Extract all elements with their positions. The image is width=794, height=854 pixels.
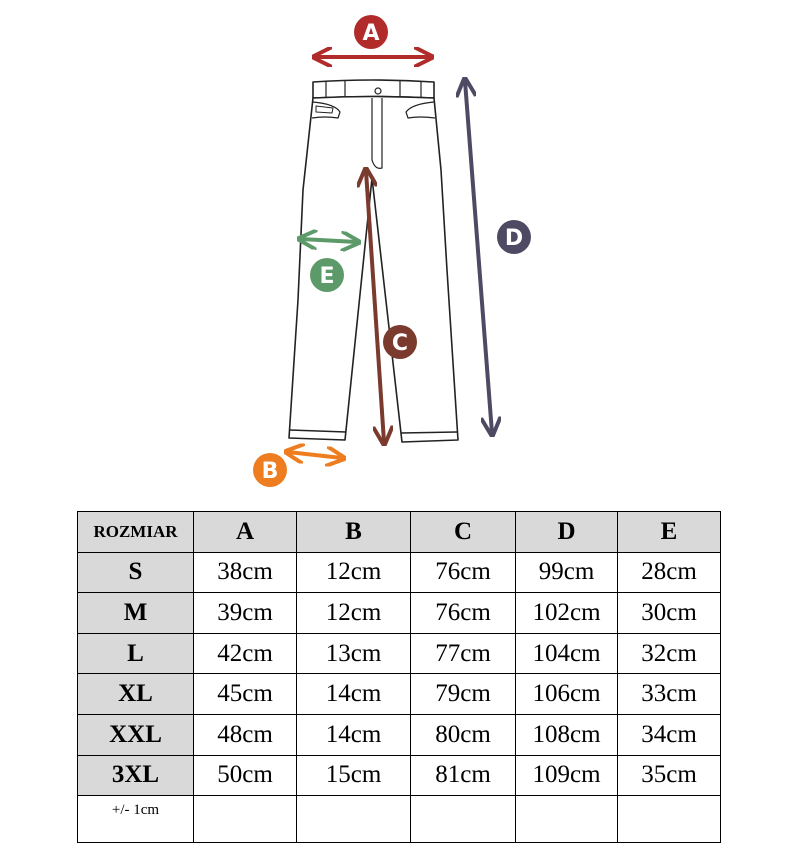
empty-cell [516, 796, 618, 843]
cell-a: 39cm [194, 593, 297, 634]
cell-d: 99cm [516, 552, 618, 593]
cell-d: 106cm [516, 674, 618, 715]
table-row [78, 714, 721, 755]
cell-b: 15cm [297, 755, 411, 796]
cell-b: 12cm [297, 593, 411, 634]
table-row [78, 633, 721, 674]
empty-cell [411, 796, 516, 843]
cell-b: 14cm [297, 674, 411, 715]
cell-b: 13cm [297, 633, 411, 674]
row-size: 3XL [78, 755, 194, 796]
cell-d: 109cm [516, 755, 618, 796]
cell-e: 33cm [618, 674, 721, 715]
svg-text:E: E [319, 264, 335, 289]
row-size: M [78, 593, 194, 634]
cell-d: 104cm [516, 633, 618, 674]
empty-cell [618, 796, 721, 843]
table-row [78, 755, 721, 796]
table-header-row [78, 512, 721, 553]
table-row [78, 552, 721, 593]
header-e: E [618, 512, 721, 553]
cell-b: 12cm [297, 552, 411, 593]
row-size: XXL [78, 714, 194, 755]
badge-c [383, 325, 417, 359]
row-size: S [78, 552, 194, 593]
empty-cell [297, 796, 411, 843]
cell-e: 32cm [618, 633, 721, 674]
cell-a: 45cm [194, 674, 297, 715]
header-a: A [194, 512, 297, 553]
badge-e [310, 258, 344, 292]
cell-e: 28cm [618, 552, 721, 593]
cell-c: 81cm [411, 755, 516, 796]
cell-c: 80cm [411, 714, 516, 755]
svg-text:B: B [261, 459, 279, 484]
cell-a: 48cm [194, 714, 297, 755]
svg-text:A: A [362, 21, 380, 46]
tolerance-note: +/- 1cm [78, 796, 194, 843]
size-chart-table [77, 511, 721, 843]
cell-a: 42cm [194, 633, 297, 674]
row-size: XL [78, 674, 194, 715]
cell-d: 102cm [516, 593, 618, 634]
tolerance-row [78, 796, 721, 843]
cell-e: 35cm [618, 755, 721, 796]
badge-a [354, 15, 388, 49]
arrow-b [288, 452, 342, 458]
cell-e: 34cm [618, 714, 721, 755]
badge-b [253, 453, 287, 487]
cell-c: 79cm [411, 674, 516, 715]
cell-d: 108cm [516, 714, 618, 755]
cell-c: 76cm [411, 552, 516, 593]
cell-e: 30cm [618, 593, 721, 634]
waistband [313, 80, 434, 98]
cell-c: 77cm [411, 633, 516, 674]
header-b: B [297, 512, 411, 553]
svg-text:C: C [391, 331, 409, 356]
table-row [78, 593, 721, 634]
header-size: ROZMIAR [78, 512, 194, 553]
cell-a: 50cm [194, 755, 297, 796]
cell-b: 14cm [297, 714, 411, 755]
empty-cell [194, 796, 297, 843]
header-d: D [516, 512, 618, 553]
cell-a: 38cm [194, 552, 297, 593]
table-row [78, 674, 721, 715]
header-c: C [411, 512, 516, 553]
badge-d [497, 220, 531, 254]
arrow-d [465, 81, 492, 433]
svg-text:D: D [504, 226, 524, 251]
row-size: L [78, 633, 194, 674]
cell-c: 76cm [411, 593, 516, 634]
